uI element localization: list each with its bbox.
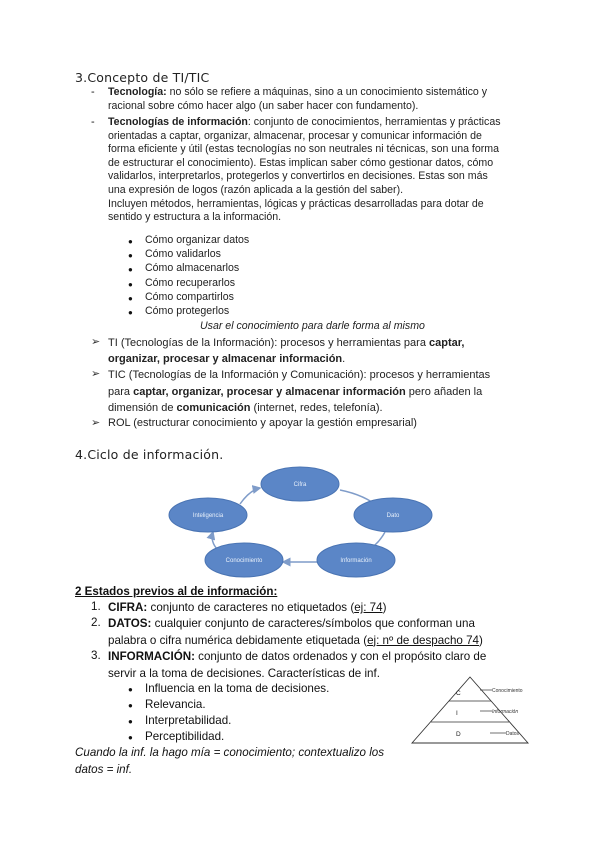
- list-item: Cómo almacenarlos: [145, 262, 240, 274]
- tecinfo-line: orientadas a captar, organizar, almacenar, procesar y comunicar información de: [108, 129, 482, 142]
- closing-line: datos = inf.: [75, 762, 133, 776]
- tecinfo-line: forma eficiente y útil (estas tecnologías no son neutrales ni técnicas, son una forma: [108, 143, 500, 156]
- tic-def: dimensión de: [108, 402, 177, 414]
- estado-cifra: [108, 600, 386, 617]
- tecinfo-line: de estructurar el conocimiento). Estas implican saber cómo gestionar datos, cómo: [108, 156, 494, 169]
- ti-paragraph: [108, 336, 578, 367]
- informacion-def: conjunto de datos ordenados y con el propósito claro de: [194, 650, 487, 663]
- informacion-term: INFORMACIÓN:: [108, 650, 195, 663]
- section-4-title: 4.Ciclo de información.: [75, 447, 224, 462]
- cycle-node-dato: [354, 498, 432, 532]
- dash-marker: -: [91, 86, 95, 98]
- tecinfo-line1: : conjunto de conocimientos, herramientas y prácticas: [247, 116, 501, 128]
- tecnologia-line1: no sólo se refiere a máquinas, sino a un conocimiento sistemático y: [166, 86, 488, 98]
- bullet-dot: ●: [128, 701, 133, 710]
- datos-def: palabra o cifra numérica debidamente etiquetada (: [108, 633, 368, 647]
- tecnologia-line2: racional sobre cómo hacer algo (un saber hacer con fundamento).: [108, 99, 419, 112]
- pyramid-label-datos: Datos: [506, 731, 520, 737]
- cycle-node-informacion: [317, 543, 395, 577]
- bullet-dot: ●: [128, 308, 133, 317]
- ti-def: TI (Tecnologías de la Información):: [108, 337, 281, 349]
- ti-def: procesos y herramientas para: [280, 337, 429, 349]
- section-3-title: 3.Concepto de TI/TIC: [75, 70, 210, 85]
- tic-bold: comunicación: [176, 402, 251, 414]
- bullet-dot: ●: [128, 294, 133, 303]
- list-item: Cómo compartirlos: [145, 291, 234, 303]
- tecinfo-line: Incluyen métodos, herramientas, lógicas y prácticas desarrolladas para dotar de: [108, 197, 484, 210]
- cycle-node-label: Cifra: [293, 482, 307, 488]
- cifra-term: CIFRA:: [108, 601, 148, 614]
- pyramid-level-c: C: [456, 690, 461, 697]
- list-number: 1.: [91, 600, 101, 613]
- ti-bold: organizar, procesar y almacenar información: [108, 352, 343, 365]
- knowledge-pyramid: [410, 675, 535, 750]
- datos-end: ): [478, 633, 483, 647]
- cycle-node-inteligencia: [169, 498, 247, 532]
- cycle-node-conocimiento: [205, 543, 283, 577]
- tic-def: pero añaden la: [405, 385, 483, 398]
- list-item: Interpretabilidad.: [145, 714, 232, 727]
- arrow-marker: ➢: [91, 417, 101, 429]
- bullet-dot: ●: [128, 237, 133, 246]
- closing-line: Cuando la inf. la hago mía = conocimiento; contextualizo los: [75, 746, 385, 759]
- cycle-node-label: Conocimiento: [225, 558, 263, 564]
- cifra-end: ): [382, 601, 387, 614]
- ti-bold: captar,: [429, 337, 465, 349]
- pyramid-level-i: I: [456, 710, 458, 717]
- tic-def: procesos y herramientas: [369, 369, 491, 381]
- list-number: 2.: [91, 616, 101, 629]
- cycle-node-label: Dato: [386, 513, 400, 519]
- datos-example: ej: nº de despacho 74: [367, 633, 479, 647]
- cycle-node-label: Información: [340, 558, 372, 564]
- tic-bold: captar, organizar, procesar y almacenar información: [133, 385, 406, 398]
- list-item: Cómo organizar datos: [145, 234, 250, 246]
- datos-term: DATOS:: [108, 617, 152, 630]
- estados-heading: [75, 584, 277, 601]
- tecnologia-term: Tecnología:: [108, 86, 167, 98]
- tic-def: para: [108, 385, 134, 398]
- list-item: Relevancia.: [145, 698, 206, 711]
- estados-heading-text: 2 Estados previos al de información:: [75, 585, 278, 598]
- bullet-dot: ●: [128, 717, 133, 726]
- list-number: 3.: [91, 649, 101, 662]
- tecinfo-line: sentido y estructura a la información.: [108, 211, 282, 224]
- cycle-arrow: [240, 488, 260, 504]
- info-cycle-diagram: [160, 462, 450, 582]
- informacion-def: servir a la toma de decisiones. Características de inf.: [108, 666, 380, 680]
- bullet-dot: ●: [128, 280, 133, 289]
- bullet-dot: ●: [128, 251, 133, 260]
- tecinfo-paragraph: [108, 116, 578, 225]
- italic-note: Usar el conocimiento para darle forma al mismo: [200, 320, 425, 332]
- ti-end: .: [342, 352, 346, 365]
- tecnologia-paragraph: [108, 86, 568, 113]
- arrow-marker: ➢: [91, 368, 101, 380]
- tic-paragraph: [108, 367, 578, 417]
- rol-line: ROL (estructurar conocimiento y apoyar la gestión empresarial): [108, 417, 417, 429]
- bullet-dot: ●: [128, 733, 133, 742]
- cifra-example: ej: 74: [354, 601, 383, 614]
- dash-marker: -: [91, 116, 95, 128]
- datos-def: cualquier conjunto de caracteres/símbolos que conforman una: [151, 617, 475, 630]
- tecinfo-term: Tecnologías de información: [108, 116, 248, 128]
- list-item: Perceptibilidad.: [145, 730, 225, 743]
- arrow-marker: ➢: [91, 336, 101, 348]
- cycle-node-label: Inteligencia: [192, 513, 224, 519]
- bullet-dot: ●: [128, 685, 133, 694]
- pyramid-level-d: D: [456, 731, 461, 738]
- tic-def: TIC (Tecnologías de la Información y Comunicación):: [108, 369, 370, 381]
- tic-def: (internet, redes, telefonía).: [250, 402, 383, 414]
- list-item: Influencia en la toma de decisiones.: [145, 682, 330, 695]
- bullet-dot: ●: [128, 265, 133, 274]
- tecinfo-line: validarlos, interpretarlos, protegerlos y convertirlos en decisiones. Estas son más: [108, 170, 488, 183]
- pyramid-label-informacion: Información: [492, 709, 519, 715]
- cycle-node-cifra: [261, 467, 339, 501]
- list-item: Cómo recuperarlos: [145, 277, 236, 289]
- cifra-def: conjunto de caracteres no etiquetados (: [147, 601, 355, 614]
- closing-note: [75, 745, 405, 778]
- pyramid-label-conocimiento: Conocimiento: [492, 688, 523, 694]
- list-item: Cómo protegerlos: [145, 305, 230, 317]
- tecinfo-line: una expresión de logos (razón aplicada a la gestión del saber).: [108, 183, 404, 196]
- list-item: Cómo validarlos: [145, 248, 221, 260]
- estado-datos: [108, 616, 548, 649]
